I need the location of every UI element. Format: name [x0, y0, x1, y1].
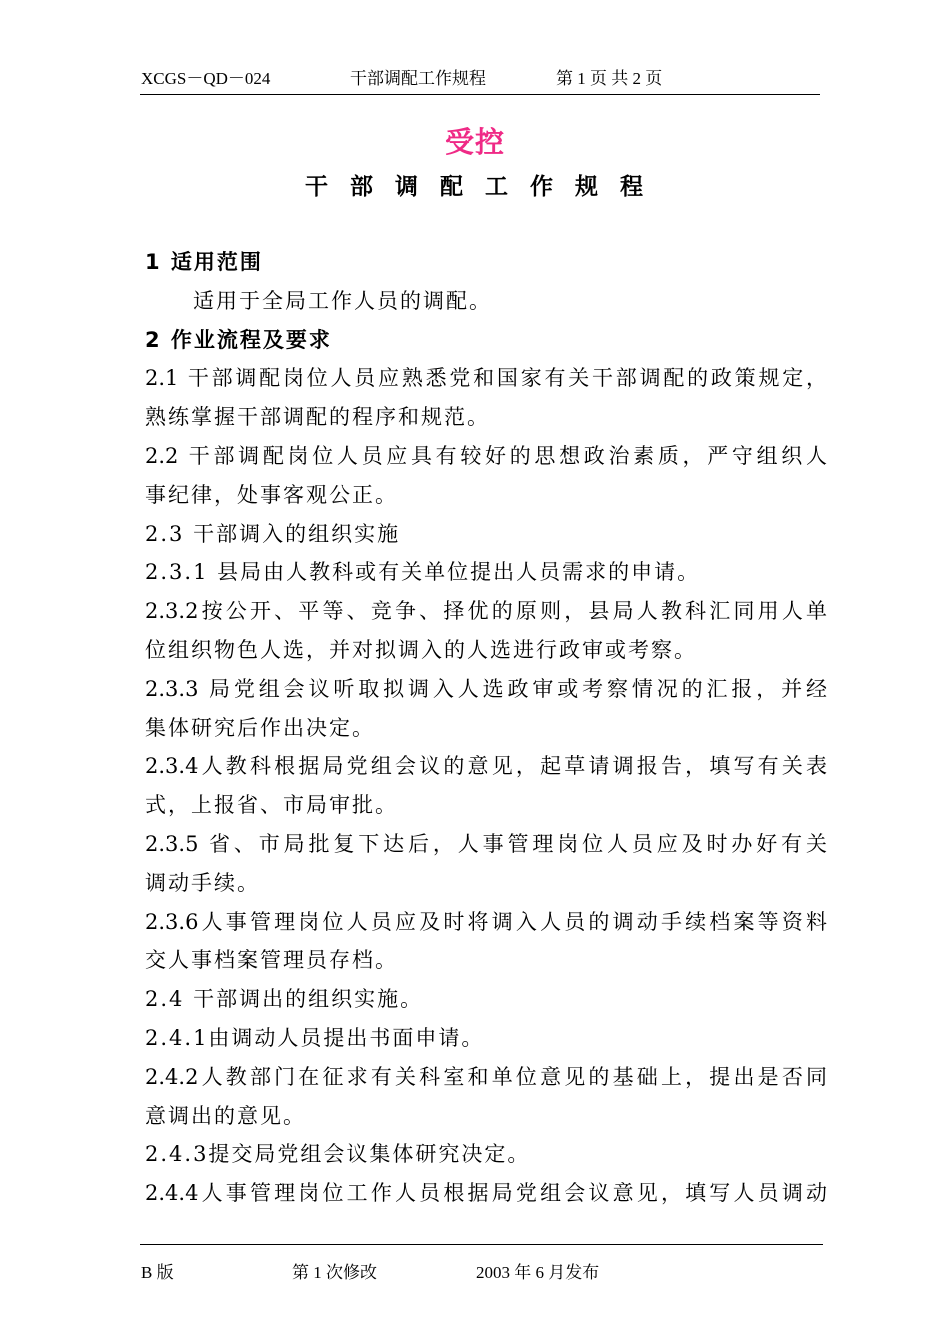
text-line: 熟练掌握干部调配的程序和规范。: [145, 405, 490, 430]
header-rule: [140, 94, 820, 95]
text-line: 调动手续。: [145, 870, 260, 895]
doc-code: XCGS－QD－024: [141, 69, 271, 88]
section-heading: 1 适用范围: [145, 250, 263, 274]
text-line: 2.4.4人事管理岗位工作人员根据局党组会议意见，填写人员调动: [145, 1181, 827, 1206]
text-line: 2.4.1由调动人员提出书面申请。: [145, 1025, 485, 1050]
text-line: 适用于全局工作人员的调配。: [193, 288, 492, 313]
text-line: 2.2 干部调配岗位人员应具有较好的思想政治素质，严守组织人: [145, 443, 827, 468]
text-line: 2.4 干部调出的组织实施。: [145, 987, 424, 1012]
document-body: [145, 243, 827, 1213]
text-line: 2.3.4人教科根据局党组会议的意见，起草请调报告，填写有关表: [145, 754, 827, 779]
text-line: 2.3.5 省、市局批复下达后，人事管理岗位人员应及时办好有关: [145, 831, 827, 856]
text-line: 2.3.2按公开、平等、竞争、择优的原则，县局人教科汇同用人单: [145, 599, 827, 624]
text-line: 意调出的意见。: [145, 1103, 306, 1128]
text-line: 2.3.3 局党组会议听取拟调入人选政审或考察情况的汇报，并经: [145, 676, 827, 701]
footer-rule: [140, 1244, 823, 1245]
text-line: 2.4.3提交局党组会议集体研究决定。: [145, 1142, 531, 1167]
text-line: 2.3.1 县局由人教科或有关单位提出人员需求的申请。: [145, 560, 701, 585]
text-line: 2.4.2人教部门在征求有关科室和单位意见的基础上，提出是否同: [145, 1064, 827, 1089]
release-date: 2003 年 6 月发布: [476, 1263, 600, 1282]
revision: 第 1 次修改: [292, 1263, 377, 1282]
text-line: 事纪律，处事客观公正。: [145, 482, 398, 507]
controlled-stamp: 受控: [444, 125, 505, 159]
text-line: 式，上报省、市局审批。: [145, 793, 398, 818]
text-line: 2.3.6人事管理岗位人员应及时将调入人员的调动手续档案等资料: [145, 909, 827, 934]
text-line: 集体研究后作出决定。: [145, 715, 375, 740]
text-line: 2.1 干部调配岗位人员应熟悉党和国家有关干部调配的政策规定，: [145, 366, 827, 391]
text-line: 2.3 干部调入的组织实施: [145, 521, 401, 546]
page-title: 干部调配工作规程: [305, 174, 665, 200]
page-info: 第 1 页 共 2 页: [556, 69, 663, 88]
doc-name: 干部调配工作规程: [350, 69, 486, 88]
text-line: 位组织物色人选，并对拟调入的人选进行政审或考察。: [145, 637, 697, 662]
edition: B 版: [141, 1263, 174, 1282]
text-line: 交人事档案管理员存档。: [145, 948, 398, 973]
section-heading: 2 作业流程及要求: [145, 327, 332, 352]
